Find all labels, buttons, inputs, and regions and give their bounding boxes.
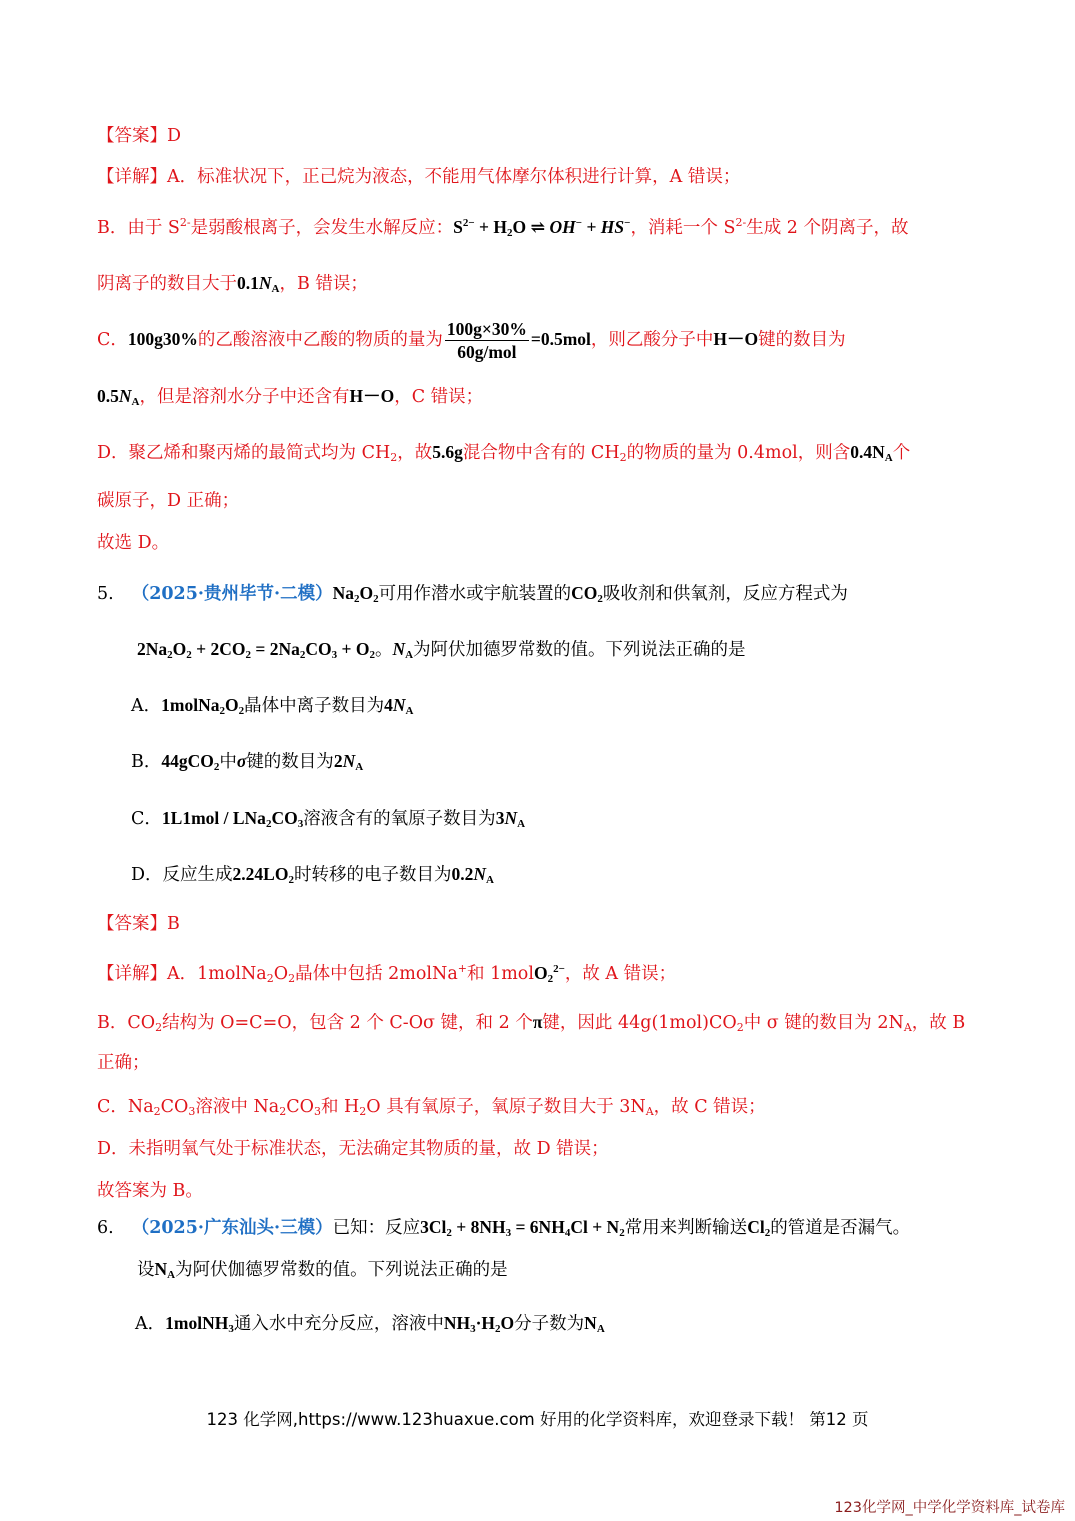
page-footer: 123 化学网,https://www.123huaxue.com 好用的化学资料库，欢迎登录下载！ 第12 页 (206, 1410, 869, 1429)
detail-b-q4-line2: 阴离子的数目大于$0.1N_A$，B 错误； (97, 273, 368, 295)
answer-line-q5: 【答案】B (97, 914, 180, 934)
detail-b-q5-line1: B．$CO_2$结构为 O=C=O，包含 2 个 C-Oσ 键，和 2 个π键，因此 $44g(1mol)CO_2$中 σ 键的数目为 $2N_A$，故 B (97, 1012, 966, 1034)
detail-b-q5-line2: 正确； (97, 1053, 150, 1073)
option-b-q5: B．44gCO$_2$中σ键的数目为$2N_A$ (131, 751, 364, 773)
watermark-text: 123化学网_中学化学资料库_试卷库 (834, 1500, 1065, 1516)
question-5-stem-line2: $2Na_2O_2 + 2CO_2 = 2Na_2CO_3 + O_2$。$N_A$为阿伏加德罗常数的值。下列说法正确的是 (137, 639, 746, 661)
question-5-stem-line1: 5. （2025·贵州毕节·二模）$Na_2O_2$可用作潜水或宇航装置的$CO_2$吸收剂和供氧剂，反应方程式为 (97, 583, 848, 605)
question-6-stem-line2: 设$N_A$为阿伏伽德罗常数的值。下列说法正确的是 (137, 1259, 508, 1281)
detail-d-q4-line1: D．聚乙烯和聚丙烯的最简式均为 $CH_2$，故5.6g混合物中含有的 $CH_2$的物质的量为 0.4mol，则含$0.4N_A$个 (97, 442, 911, 464)
fraction: $\frac{100g\times 30\%}{\text{60g/mol}}$ (446, 319, 527, 362)
option-a-q6: A．1molNH$_3$通入水中充分反应，溶液中$NH_3\cdot H_2O$分子数为$N_A$ (135, 1313, 605, 1335)
conclusion-q5: 故答案为 B。 (97, 1181, 203, 1201)
detail-c-q4-line2: $0.5N_A$，但是溶剂水分子中还含有H－O，C 错误； (97, 386, 484, 408)
detail-b-q4-line1: B．由于 $S^{2-}$是弱酸根离子，会发生水解反应：$S^{2-} + H_2O$ ⇌ OH− + HS−，消耗一个 $S^{2-}$生成 2 个阴离子，故 (97, 216, 909, 239)
option-c-q5: C．$1L1mol / LNa_2CO_3$溶液含有的氧原子数目为$3N_A$ (131, 808, 526, 830)
question-6-stem-line1: 6. （2025·广东汕头·三模）已知：反应$3Cl_2 + 8NH_3 = 6NH_4Cl + N_2$常用来判断输送$Cl_2$的管道是否漏气。 (97, 1217, 911, 1239)
option-a-q5: A．$1molNa_2O_2$晶体中离子数目为$4N_A$ (131, 695, 414, 717)
detail-a-q4: 【详解】A．标准状况下，正己烷为液态，不能用气体摩尔体积进行计算，A 错误； (97, 167, 741, 187)
detail-a-q5: 【详解】A．$1molNa_2O_2$晶体中包括 2molNa+和 1molO$_2^{2-}$，故 A 错误； (97, 962, 677, 985)
detail-c-q5: C．$Na_2CO_3$溶液中 $Na_2CO_3$和 $H_2O$ 具有氧原子，氧原子数目大于 $3N_A$，故 C 错误； (97, 1097, 766, 1118)
detail-d-q5: D．未指明氧气处于标准状态，无法确定其物质的量，故 D 错误； (97, 1139, 609, 1159)
answer-line-q4: 【答案】D (97, 126, 182, 146)
detail-c-q4-line1: C．100g30%的乙酸溶液中乙酸的物质的量为 $\frac{100g\times 30\%}{\text{60g/mol}}$ =0.5mol，则乙酸分子中H－O键的数目为 (97, 319, 846, 362)
option-d-q5: D．反应生成$2.24LO_2$时转移的电子数目为$0.2N_A$ (131, 864, 494, 886)
detail-d-q4-line2: 碳原子，D 正确； (97, 491, 240, 511)
conclusion-q4: 故选 D。 (97, 533, 170, 553)
